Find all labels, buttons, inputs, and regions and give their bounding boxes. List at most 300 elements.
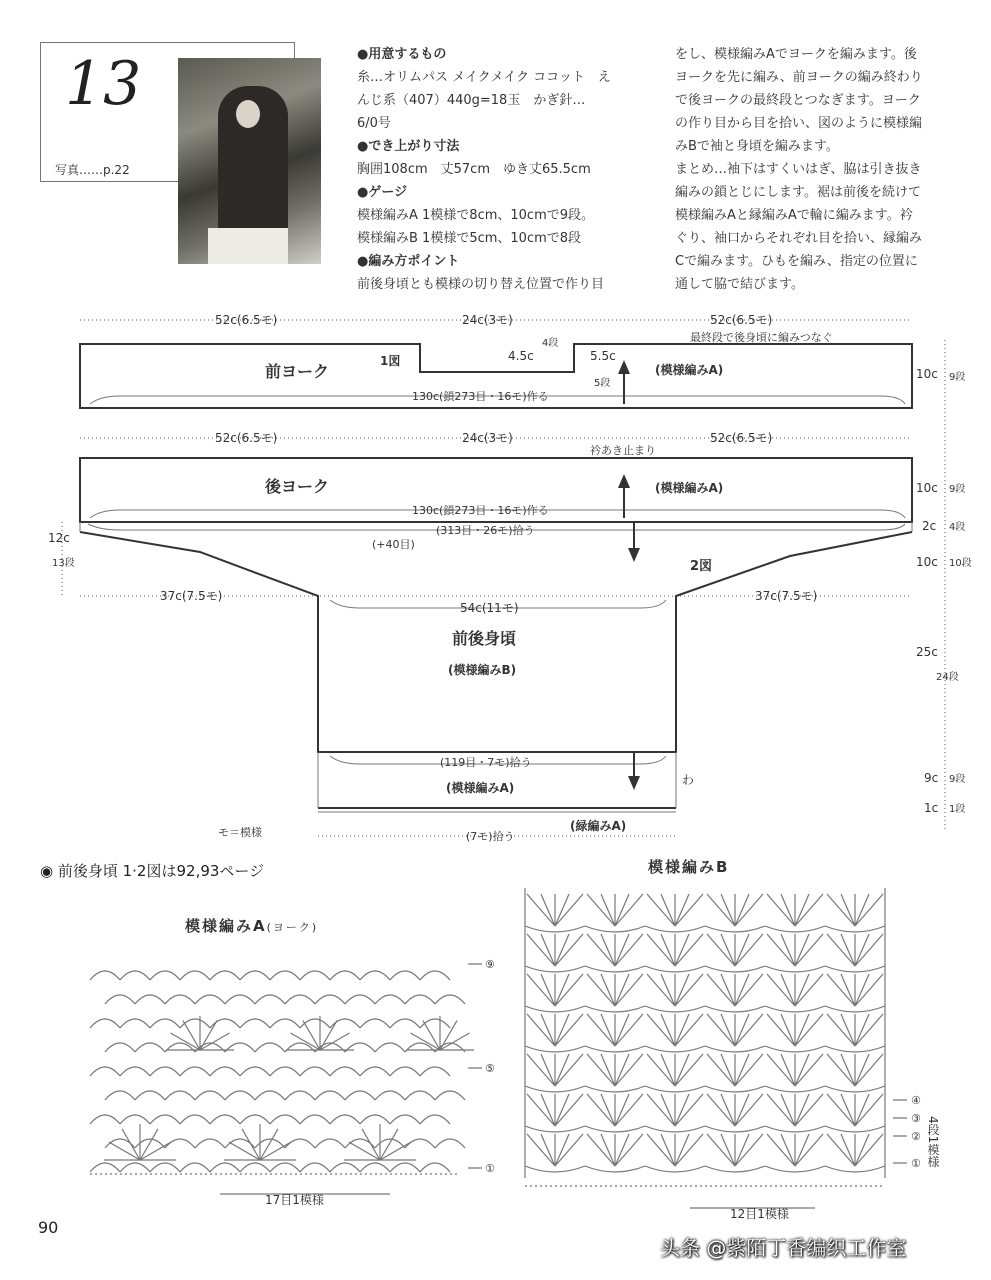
cluster-stitch [675, 1014, 689, 1046]
instruction-line: 模様編みAと縁編みAで輪に編みます。衿 [675, 208, 913, 223]
chain-arch [405, 995, 435, 1004]
page-number: 90 [38, 1218, 59, 1237]
fy-cast-on: 130c(鎖273目・16モ)作る [412, 390, 549, 403]
chain-arch [300, 1163, 330, 1172]
cluster-stitch [795, 974, 809, 1006]
fy-top-right: 52c(6.5モ) [710, 313, 773, 327]
cluster-stitch [615, 934, 643, 966]
cluster-stitch [795, 1134, 809, 1166]
chain-arch [585, 1046, 645, 1052]
cluster-stitch [855, 1054, 869, 1086]
cluster-stitch [615, 974, 643, 1006]
chain-arch [585, 1086, 645, 1092]
by-top-left: 52c(6.5モ) [215, 431, 278, 445]
chain-arch [180, 1115, 210, 1124]
instruction-line: ぐり、袖口からそれぞれ目を拾い、縁編み [675, 231, 923, 246]
cluster-stitch [855, 1054, 883, 1086]
cluster-stitch [781, 1094, 795, 1126]
chain-arch [645, 1086, 705, 1092]
by-h1: 10c [916, 481, 938, 495]
cluster-stitch [661, 1014, 675, 1046]
instruction-line: ●ゲージ [357, 185, 408, 200]
cluster-stitch [615, 1094, 629, 1126]
chain-arch [150, 1067, 180, 1076]
chain-arch [255, 1043, 285, 1052]
chain-arch [825, 1126, 885, 1132]
by-h2-rows: 4段 [949, 522, 966, 533]
cluster-stitch [781, 974, 795, 1006]
cluster-stitch [767, 894, 795, 926]
cluster-stitch [781, 894, 795, 926]
hem-pattern: (模様編みA) [446, 781, 515, 795]
fy-height: 10c [916, 367, 938, 381]
chain-arch [240, 1019, 270, 1028]
edge-h: 1c [924, 801, 939, 815]
cluster-stitch [527, 1134, 555, 1166]
cluster-stitch [615, 1094, 643, 1126]
chain-arch [90, 1019, 120, 1028]
cluster-stitch [527, 1014, 555, 1046]
chain-arch [330, 1163, 360, 1172]
cluster-stitch [587, 1054, 615, 1086]
cluster-stitch [661, 974, 675, 1006]
chain-arch [90, 1115, 120, 1124]
cluster-stitch [707, 1054, 735, 1086]
cluster-stitch [555, 1014, 569, 1046]
cluster-stitch [767, 1134, 795, 1166]
chain-arch [435, 1139, 465, 1148]
cluster-stitch [555, 974, 583, 1006]
chain-arch [135, 995, 165, 1004]
by-top-mid: 24c(3モ) [462, 431, 513, 445]
cluster-stitch [795, 894, 823, 926]
chain-arch [285, 995, 315, 1004]
chain-arch [525, 966, 585, 972]
chain-arch [105, 1043, 135, 1052]
by-collar-note: 衿あき止まり [590, 444, 656, 457]
cluster-stitch [841, 1094, 855, 1126]
cluster-stitch [827, 1014, 855, 1046]
cluster-stitch [587, 1134, 615, 1166]
chain-arch [825, 1086, 885, 1092]
instructions-column-2 [675, 43, 960, 296]
cluster-stitch [615, 1134, 643, 1166]
chain-arch [435, 1091, 465, 1100]
chain-arch [525, 1046, 585, 1052]
chain-arch [765, 1006, 825, 1012]
cluster-stitch [781, 934, 795, 966]
fy-height-rows: 9段 [949, 372, 966, 383]
chain-arch [390, 971, 420, 980]
instruction-line: をし、模様編みAでヨークを編みます。後 [675, 47, 917, 62]
cluster-stitch [795, 1134, 823, 1166]
cluster-stitch [555, 1094, 583, 1126]
chain-arch [360, 1067, 390, 1076]
cluster-stitch [735, 1014, 763, 1046]
chain-arch [390, 1019, 420, 1028]
cluster-stitch [855, 974, 869, 1006]
chain-arch [150, 1115, 180, 1124]
chain-arch [360, 1163, 390, 1172]
body-rows: 24段 [936, 672, 959, 683]
cluster-stitch [647, 894, 675, 926]
cluster-stitch [587, 974, 615, 1006]
row-marker: ⑨ [485, 958, 495, 971]
chain-arch [165, 995, 195, 1004]
legend: モ＝模様 [218, 826, 262, 839]
cluster-stitch [601, 1054, 615, 1086]
chart-a-title [185, 915, 318, 936]
chain-arch [270, 1163, 300, 1172]
chain-arch [300, 1067, 330, 1076]
cluster-stitch [855, 1014, 883, 1046]
chain-arch [210, 1115, 240, 1124]
chain-arch [120, 1067, 150, 1076]
instruction-line: 編みの鎖とじにします。裾は前後を続けて [675, 185, 921, 200]
chain-arch [210, 1163, 240, 1172]
cluster-stitch [675, 974, 689, 1006]
by-h3: 10c [916, 555, 938, 569]
cluster-stitch [587, 934, 615, 966]
chain-arch [585, 1006, 645, 1012]
fy-neck-w-rows: 4段 [542, 338, 559, 349]
fy-top-mid: 24c(3モ) [462, 313, 513, 327]
cluster-stitch [795, 1094, 823, 1126]
row-marker: ④ [911, 1094, 921, 1107]
chain-arch [330, 1115, 360, 1124]
cluster-stitch [601, 1134, 615, 1166]
cluster-stitch [781, 1134, 795, 1166]
chain-arch [180, 1163, 210, 1172]
cluster-stitch [827, 1054, 855, 1086]
cluster-stitch [795, 894, 809, 926]
chain-arch [240, 971, 270, 980]
cluster-stitch [795, 974, 823, 1006]
cluster-stitch [795, 934, 809, 966]
cluster-stitch [587, 894, 615, 926]
cluster-stitch [615, 894, 629, 926]
cluster-stitch [555, 934, 569, 966]
cluster-stitch [767, 1014, 795, 1046]
cluster-stitch [601, 1014, 615, 1046]
cluster-stitch [721, 1134, 735, 1166]
sleeve-h: 12c [48, 531, 70, 545]
chart-a-title-text: 模様編みA [185, 917, 267, 935]
instruction-line: みBで袖と身頃を編みます。 [675, 139, 839, 154]
cluster-stitch [721, 1094, 735, 1126]
edge-pattern: (緑編みA) [570, 819, 627, 833]
instruction-line: 模様編みB 1模様で5cm、10cmで8段 [357, 231, 582, 246]
cluster-stitch [707, 934, 735, 966]
cluster-stitch [675, 1134, 689, 1166]
chain-arch [705, 1006, 765, 1012]
chain-arch [105, 995, 135, 1004]
cluster-stitch [855, 974, 883, 1006]
chain-arch [240, 1067, 270, 1076]
cluster-stitch [601, 894, 615, 926]
chain-arch [585, 966, 645, 972]
cluster-stitch [647, 1134, 675, 1166]
cluster-stitch [781, 1014, 795, 1046]
chain-arch [825, 926, 885, 932]
sleeve-rows: 13段 [52, 558, 75, 569]
cluster-stitch [721, 1054, 735, 1086]
chain-arch [150, 1019, 180, 1028]
chain-arch [435, 995, 465, 1004]
row-marker: ① [485, 1162, 495, 1175]
chain-arch [180, 1067, 210, 1076]
cluster-stitch [767, 974, 795, 1006]
by-pickup: (313目・26モ)拾う [436, 524, 535, 537]
chain-arch [240, 1115, 270, 1124]
cluster-stitch [721, 894, 735, 926]
chain-arch [525, 1006, 585, 1012]
body-fig: 2図 [690, 559, 713, 574]
cluster-stitch [541, 1054, 555, 1086]
chain-arch [360, 971, 390, 980]
instruction-line: ●編み方ポイント [357, 254, 460, 269]
chain-arch [525, 926, 585, 932]
cluster-stitch [555, 1134, 569, 1166]
cluster-stitch [675, 894, 689, 926]
cluster-stitch [735, 1014, 749, 1046]
chain-arch [705, 1086, 765, 1092]
cluster-stitch [615, 974, 629, 1006]
instruction-line: 通して脇で結びます。 [675, 277, 804, 292]
chart-b-title: 模様編みB [648, 858, 730, 876]
chain-arch [135, 1043, 165, 1052]
row-marker: ③ [911, 1112, 921, 1125]
instruction-line: んじ系（407）440g=18玉 かぎ針… [357, 93, 586, 108]
cluster-stitch [707, 1134, 735, 1166]
instruction-line: で後ヨークの最終段とつなぎます。ヨーク [675, 93, 921, 108]
chain-arch [765, 966, 825, 972]
chart-a-symbols [80, 950, 510, 1210]
chain-arch [135, 1091, 165, 1100]
chain-arch [765, 1086, 825, 1092]
chain-arch [315, 1091, 345, 1100]
chain-arch [525, 1086, 585, 1092]
cluster-stitch [615, 1014, 629, 1046]
cluster-stitch [541, 1014, 555, 1046]
cluster-stitch [855, 1094, 883, 1126]
cluster-stitch [615, 1014, 643, 1046]
chain-arch [585, 1166, 645, 1172]
cluster-stitch [647, 1054, 675, 1086]
chain-arch [225, 995, 255, 1004]
chain-arch [195, 1139, 225, 1148]
chain-arch [765, 1046, 825, 1052]
cluster-stitch [841, 974, 855, 1006]
chain-arch [210, 1019, 240, 1028]
cluster-stitch [735, 1134, 749, 1166]
chain-arch [255, 1091, 285, 1100]
instruction-line: ●用意するもの [357, 47, 447, 62]
cluster-stitch [555, 934, 583, 966]
cluster-stitch [555, 1014, 583, 1046]
chain-arch [705, 926, 765, 932]
sleeve-left: 37c(7.5モ) [160, 589, 223, 603]
body-pattern: (模様編みB) [448, 663, 517, 677]
chain-arch [210, 1067, 240, 1076]
cluster-stitch [827, 1094, 855, 1126]
cluster-stitch [735, 894, 763, 926]
hem-pickup: (119目・7モ)拾う [440, 756, 532, 769]
cluster-stitch [675, 894, 703, 926]
chain-arch [645, 926, 705, 932]
chart-a-subtitle: (ヨーク) [266, 921, 319, 934]
chain-arch [825, 1166, 885, 1172]
chain-arch [345, 995, 375, 1004]
instruction-line: ヨークを先に編み、前ヨークの編み終わり [675, 70, 923, 85]
cluster-stitch [767, 934, 795, 966]
cluster-stitch [827, 934, 855, 966]
by-h1-rows: 9段 [949, 484, 966, 495]
chain-arch [645, 1166, 705, 1172]
cluster-stitch [855, 1094, 869, 1126]
body-title: 前後身頃 [452, 629, 517, 648]
cluster-stitch [855, 934, 883, 966]
chain-arch [270, 1067, 300, 1076]
cluster-stitch [781, 1054, 795, 1086]
cluster-stitch [855, 1014, 869, 1046]
cluster-stitch [527, 1054, 555, 1086]
row-marker: ② [911, 1130, 921, 1143]
cluster-stitch [661, 1094, 675, 1126]
fy-neck-h-rows: 5段 [594, 378, 611, 389]
cluster-stitch [735, 934, 749, 966]
row-marker: ① [911, 1157, 921, 1170]
chain-arch [705, 1166, 765, 1172]
instruction-line: 模様編みA 1模様で8cm、10cmで9段。 [357, 208, 595, 223]
cluster-stitch [707, 1094, 735, 1126]
chain-arch [180, 971, 210, 980]
cluster-stitch [647, 1094, 675, 1126]
chain-arch [390, 1115, 420, 1124]
chain-arch [765, 926, 825, 932]
model-face [236, 100, 260, 128]
photo-reference: 写真……p.22 [55, 163, 130, 177]
cluster-stitch [841, 1134, 855, 1166]
cluster-stitch [675, 974, 703, 1006]
hem-rows: 9段 [949, 774, 966, 785]
hem-ring: わ [682, 773, 695, 787]
chain-arch [420, 1115, 450, 1124]
chain-arch [300, 971, 330, 980]
cluster-stitch [735, 1134, 763, 1166]
chain-arch [390, 1067, 420, 1076]
cluster-stitch [555, 894, 569, 926]
row-marker: ⑤ [485, 1062, 495, 1075]
chain-arch [825, 1006, 885, 1012]
cluster-stitch [767, 1054, 795, 1086]
chain-arch [360, 1115, 390, 1124]
chain-arch [105, 1091, 135, 1100]
chain-arch [240, 1163, 270, 1172]
instructions-column-1 [357, 43, 642, 296]
cluster-stitch [527, 934, 555, 966]
chain-arch [420, 1163, 450, 1172]
cluster-stitch [795, 1094, 809, 1126]
fy-neck-h: 5.5c [590, 349, 616, 363]
chain-arch [330, 1067, 360, 1076]
chain-arch [375, 1043, 405, 1052]
model-skirt [208, 228, 288, 264]
cluster-stitch [735, 934, 763, 966]
fy-neck-w: 4.5c [508, 349, 534, 363]
cluster-stitch [735, 974, 749, 1006]
chain-arch [270, 971, 300, 980]
instruction-line: 糸…オリムパス メイクメイク ココット え [357, 70, 611, 85]
cluster-stitch [721, 1014, 735, 1046]
cluster-stitch [541, 894, 555, 926]
instruction-line: 胸囲108cm 丈57cm ゆき丈65.5cm [357, 162, 591, 177]
watermark: 头条 @紫陌丁香编织工作室 [660, 1236, 907, 1260]
fy-pattern: (模様編みA) [655, 363, 724, 377]
cluster-stitch [675, 1094, 703, 1126]
cluster-stitch [675, 1094, 689, 1126]
cluster-stitch [827, 974, 855, 1006]
chain-arch [150, 971, 180, 980]
cluster-stitch [795, 1014, 809, 1046]
chain-arch [345, 1043, 375, 1052]
chain-arch [645, 1046, 705, 1052]
cluster-stitch [841, 1014, 855, 1046]
cluster-stitch [735, 1054, 763, 1086]
chart-b-symbols [515, 878, 975, 1223]
cluster-stitch [541, 1134, 555, 1166]
chain-arch [150, 1163, 180, 1172]
cluster-stitch [615, 934, 629, 966]
cluster-stitch [555, 1054, 583, 1086]
instruction-line: 前後身頃とも模様の切り替え位置で作り目 [357, 277, 605, 292]
cluster-stitch [647, 934, 675, 966]
cluster-stitch [735, 1094, 763, 1126]
cluster-stitch [735, 894, 749, 926]
by-h3-rows: 10段 [949, 558, 972, 569]
cluster-stitch [527, 974, 555, 1006]
cluster-stitch [675, 934, 689, 966]
cluster-stitch [827, 1134, 855, 1166]
cluster-stitch [721, 934, 735, 966]
instruction-line: ●でき上がり寸法 [357, 139, 460, 154]
chart-a-repeat: 17目1模様 [265, 1193, 324, 1207]
cluster-stitch [855, 934, 869, 966]
chain-arch [360, 1019, 390, 1028]
chain-arch [705, 966, 765, 972]
cluster-stitch [615, 1054, 629, 1086]
cluster-stitch [675, 934, 703, 966]
cluster-stitch [555, 1054, 569, 1086]
chain-arch [255, 995, 285, 1004]
cluster-stitch [735, 974, 763, 1006]
chain-arch [330, 1019, 360, 1028]
chain-arch [375, 995, 405, 1004]
chain-arch [120, 971, 150, 980]
chain-arch [645, 1126, 705, 1132]
chain-arch [225, 1091, 255, 1100]
chain-arch [765, 1166, 825, 1172]
by-h2: 2c [922, 519, 937, 533]
chain-arch [90, 971, 120, 980]
cluster-stitch [675, 1134, 703, 1166]
instruction-line: まとめ…袖下はすくいはぎ、脇は引き抜き [675, 162, 922, 177]
hem-h: 9c [924, 771, 939, 785]
cluster-stitch [841, 894, 855, 926]
chain-arch [195, 1091, 225, 1100]
chain-arch [585, 1126, 645, 1132]
chain-arch [345, 1091, 375, 1100]
